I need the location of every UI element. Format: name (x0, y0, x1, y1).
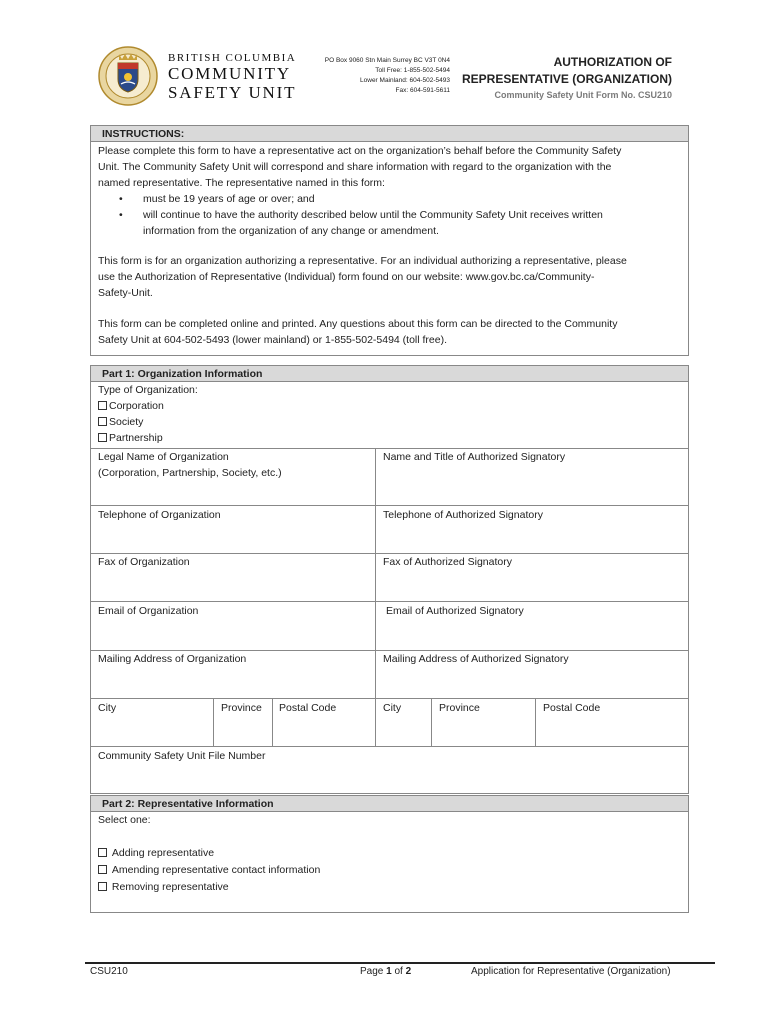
select-one-label: Select one: (98, 814, 151, 826)
org-province-field[interactable]: Province (221, 702, 262, 714)
org-type-group (98, 382, 198, 446)
signatory-province-field[interactable]: Province (439, 702, 480, 714)
inst-line: Unit. The Community Safety Unit will correspond and share information with regard to the organization with the (98, 161, 612, 173)
contact-block (300, 56, 450, 96)
inst-line: named representative. The representative named in this form: (98, 177, 385, 189)
bc-crest-logo (97, 45, 159, 107)
checkbox-icon[interactable] (98, 865, 107, 874)
checkbox-partnership[interactable]: Partnership (98, 430, 198, 446)
checkbox-icon[interactable] (98, 417, 107, 426)
footer-divider (85, 962, 715, 964)
checkbox-amending[interactable]: Amending representative contact information (98, 862, 320, 878)
form-title (460, 54, 672, 88)
signatory-mailing-field[interactable]: Mailing Address of Authorized Signatory (383, 653, 569, 665)
footer-code: CSU210 (90, 966, 128, 977)
signatory-city-field[interactable]: City (383, 702, 402, 714)
org-line-2: COMMUNITY (168, 64, 291, 83)
checkbox-icon[interactable] (98, 882, 107, 891)
checkbox-adding[interactable]: Adding representative (98, 845, 320, 861)
requirements-list (98, 191, 688, 239)
part1-heading: Part 1: Organization Information (90, 365, 689, 382)
inst-line: This form can be completed online and printed. Any questions about this form can be directed to the Community (98, 318, 618, 330)
address: PO Box 9060 Stn Main Surrey BC V3T 0N4 (324, 57, 450, 64)
part2-heading: Part 2: Representative Information (90, 795, 689, 812)
title-line-2: REPRESENTATIVE (ORGANIZATION) (462, 72, 672, 86)
inst-line: Safety Unit at 604-502-5493 (lower mainland) or 1-855-502-5494 (toll free). (98, 334, 448, 346)
inst-line: Safety-Unit. (98, 287, 153, 299)
signatory-email-field[interactable]: Email of Authorized Signatory (386, 605, 524, 617)
checkbox-icon[interactable] (98, 433, 107, 442)
list-item: • will continue to have the authority described below until the Community Safety Unit receives written information from the organization of any change or amendment. (98, 207, 688, 239)
inst-line: This form is for an organization authorizing a representative. For an individual authorizing a representative, please (98, 255, 627, 267)
org-line-3: SAFETY UNIT (168, 83, 297, 102)
org-line-1: BRITISH COLUMBIA (168, 52, 297, 64)
inst-line: use the Authorization of Representative (Individual) form found on our website: www.gov.bc.ca/Community- (98, 271, 595, 283)
instructions-heading: INSTRUCTIONS: (90, 125, 689, 142)
org-phone-field[interactable]: Telephone of Organization (98, 509, 221, 521)
instructions-text (98, 143, 688, 348)
checkbox-icon[interactable] (98, 401, 107, 410)
signatory-postal-field[interactable]: Postal Code (543, 702, 601, 714)
file-number-field[interactable]: Community Safety Unit File Number (98, 750, 266, 762)
org-name-block (168, 52, 296, 102)
signatory-fax-field[interactable]: Fax of Authorized Signatory (383, 556, 512, 568)
org-email-field[interactable]: Email of Organization (98, 605, 199, 617)
org-city-field[interactable]: City (98, 702, 117, 714)
signatory-phone-field[interactable]: Telephone of Authorized Signatory (383, 509, 543, 521)
footer-title: Application for Representative (Organization) (471, 966, 671, 977)
org-postal-field[interactable]: Postal Code (279, 702, 337, 714)
checkbox-society[interactable]: Society (98, 414, 198, 430)
org-mailing-field[interactable]: Mailing Address of Organization (98, 653, 247, 665)
toll-free: Toll Free: 1-855-502-5494 (375, 67, 450, 74)
signatory-name-field[interactable]: Name and Title of Authorized Signatory (383, 451, 566, 463)
org-fax-field[interactable]: Fax of Organization (98, 556, 190, 568)
inst-line: Please complete this form to have a representative act on the organization’s behalf before the Community Safety (98, 145, 622, 157)
representative-options (98, 845, 320, 895)
checkbox-removing[interactable]: Removing representative (98, 879, 320, 895)
fax: Fax: 604-591-5611 (395, 87, 450, 94)
list-item: • must be 19 years of age or over; and (98, 191, 688, 207)
title-line-1: AUTHORIZATION OF (553, 55, 672, 69)
page-indicator: Page 1 of 2 (360, 966, 412, 977)
org-type-label: Type of Organization: (98, 384, 198, 396)
lower-mainland: Lower Mainland: 604-502-5493 (360, 77, 450, 84)
form-number: Community Safety Unit Form No. CSU210 (494, 90, 672, 100)
checkbox-corporation[interactable]: Corporation (98, 398, 198, 414)
legal-name-field[interactable]: Legal Name of Organization (Corporation, Partnership, Society, etc.) (98, 451, 282, 479)
checkbox-icon[interactable] (98, 848, 107, 857)
